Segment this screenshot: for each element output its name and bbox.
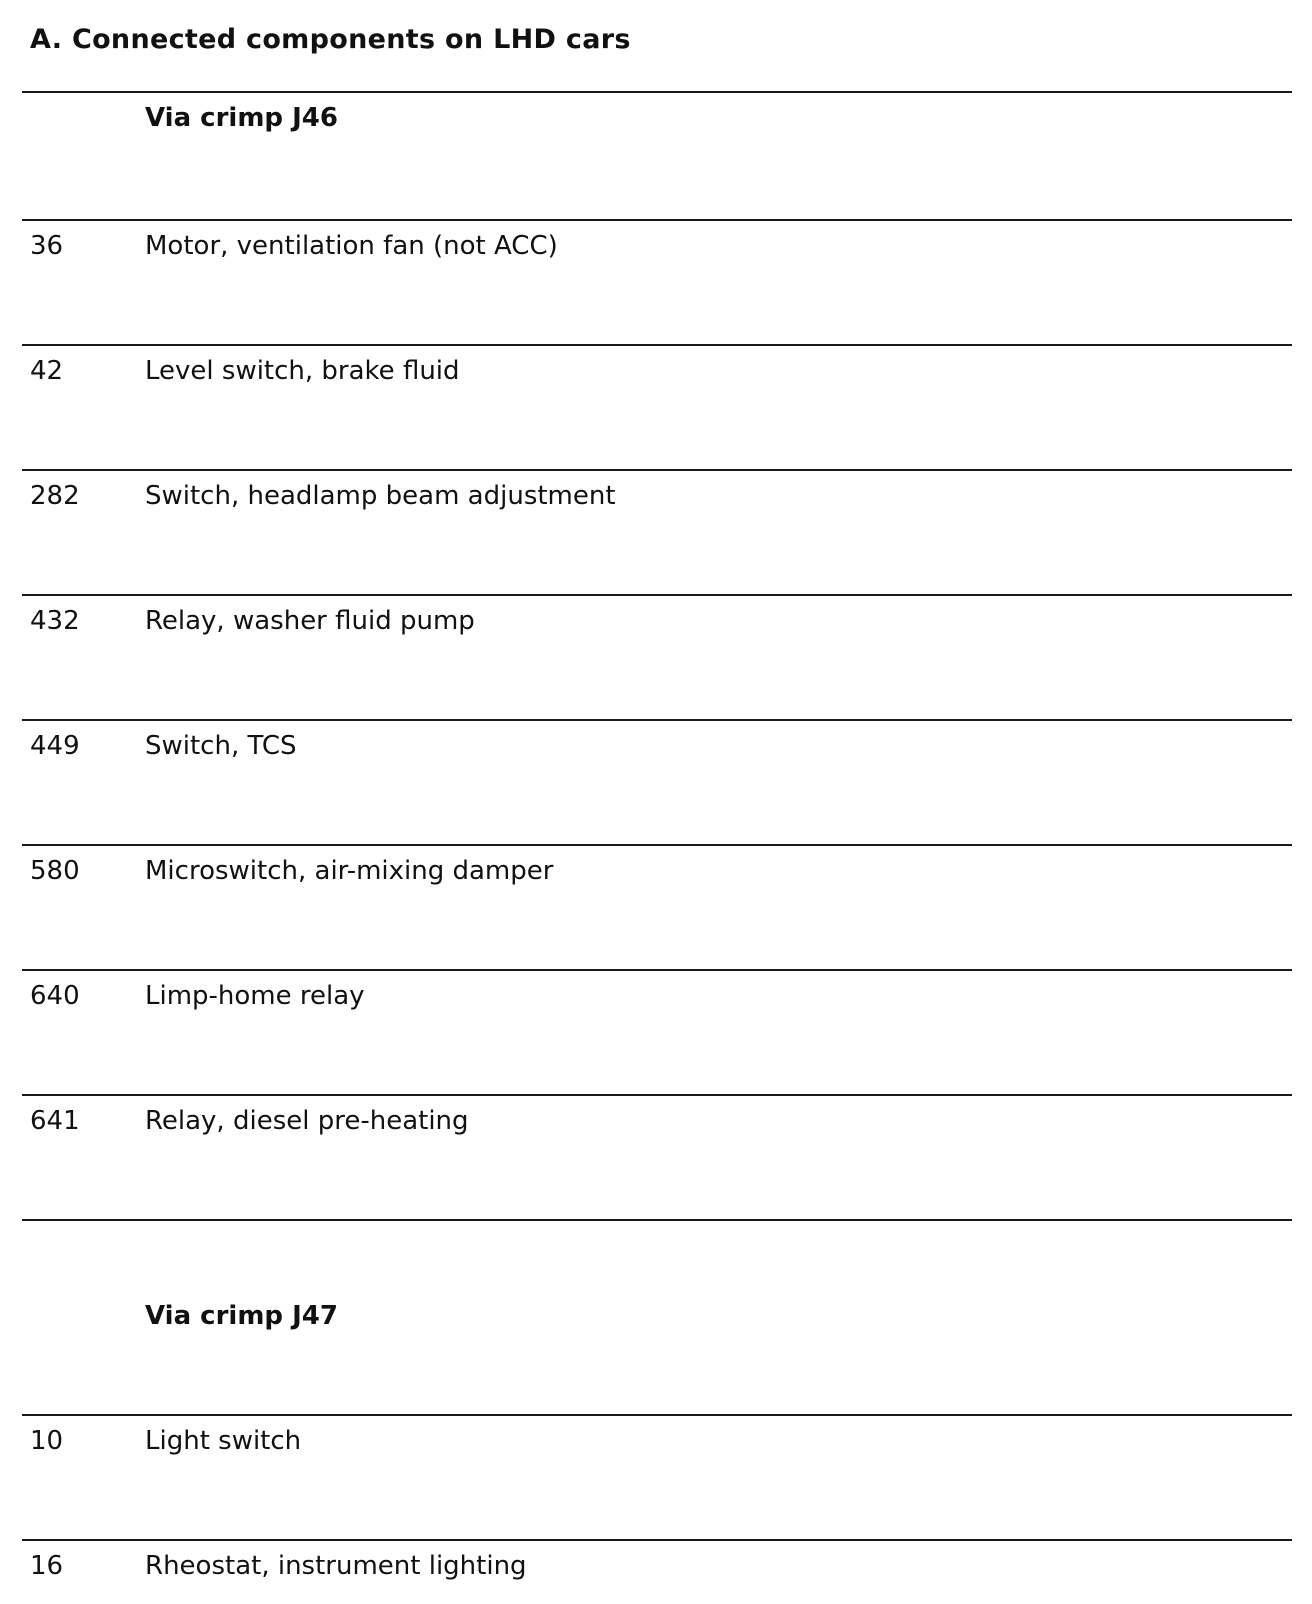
table-divider <box>22 594 1292 596</box>
component-description: Limp-home relay <box>145 981 365 1011</box>
page-title: A. Connected components on LHD cars <box>30 24 631 55</box>
table-divider <box>22 91 1292 93</box>
component-number: 16 <box>30 1551 64 1581</box>
table-divider <box>22 1219 1292 1221</box>
table-divider <box>22 344 1292 346</box>
component-number: 449 <box>30 731 80 761</box>
table-divider <box>22 1539 1292 1541</box>
component-number: 282 <box>30 481 80 511</box>
component-description: Microswitch, air-mixing damper <box>145 856 554 886</box>
component-description: Rheostat, instrument lighting <box>145 1551 527 1581</box>
group-heading-j47: Via crimp J47 <box>145 1301 338 1331</box>
component-description: Relay, diesel pre-heating <box>145 1106 469 1136</box>
table-divider <box>22 1414 1292 1416</box>
component-number: 10 <box>30 1426 64 1456</box>
component-number: 36 <box>30 231 64 261</box>
table-divider <box>22 1094 1292 1096</box>
component-number: 640 <box>30 981 80 1011</box>
table-divider <box>22 469 1292 471</box>
component-description: Motor, ventilation fan (not ACC) <box>145 231 558 261</box>
component-description: Switch, headlamp beam adjustment <box>145 481 616 511</box>
component-description: Relay, washer fluid pump <box>145 606 475 636</box>
component-number: 580 <box>30 856 80 886</box>
table-divider <box>22 719 1292 721</box>
component-number: 42 <box>30 356 64 386</box>
component-description: Light switch <box>145 1426 302 1456</box>
component-description: Level switch, brake fluid <box>145 356 460 386</box>
component-number: 641 <box>30 1106 80 1136</box>
table-divider <box>22 844 1292 846</box>
table-divider <box>22 219 1292 221</box>
table-divider <box>22 969 1292 971</box>
component-number: 432 <box>30 606 80 636</box>
group-heading-j46: Via crimp J46 <box>145 103 338 133</box>
component-description: Switch, TCS <box>145 731 297 761</box>
